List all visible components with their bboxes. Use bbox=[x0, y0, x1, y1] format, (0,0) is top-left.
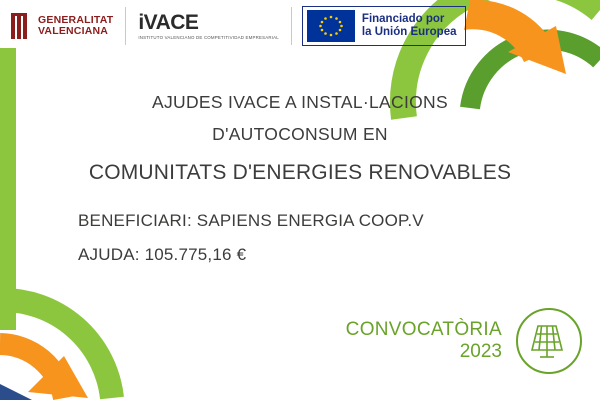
ivace-wordmark: iVACE bbox=[138, 10, 199, 34]
eu-funding-logo bbox=[302, 6, 466, 46]
gva-line2: VALENCIANA bbox=[38, 25, 109, 37]
logo-strip bbox=[0, 0, 600, 52]
convocatoria-year: 2023 bbox=[459, 341, 502, 362]
solar-panel-icon bbox=[516, 308, 582, 374]
convocatoria-label: CONVOCATÒRIA bbox=[345, 318, 502, 340]
headline: COMUNITATS D'ENERGIES RENOVABLES bbox=[88, 161, 512, 184]
subtitle-line-2: D'AUTOCONSUM EN bbox=[212, 124, 388, 144]
eu-flag-icon bbox=[307, 10, 355, 42]
ivace-subtitle: INSTITUTO VALENCIANO DE COMPETITIVIDAD EMPRESARIAL bbox=[138, 34, 279, 40]
eu-line2: la Unión Europea bbox=[361, 26, 457, 38]
ivace-logo bbox=[126, 12, 291, 41]
subtitle-line-1: AJUDES IVACE A INSTAL·LACIONS bbox=[152, 92, 448, 112]
generalitat-valenciana-logo bbox=[10, 11, 125, 41]
convocatoria-block bbox=[346, 319, 502, 364]
gva-line1: GENERALITAT bbox=[38, 13, 114, 26]
logo-divider-2 bbox=[291, 7, 292, 45]
beneficiary-text: BENEFICIARI: SAPIENS ENERGIA COOP.V bbox=[78, 211, 424, 230]
footer bbox=[346, 308, 582, 374]
gva-crest-icon bbox=[10, 11, 32, 41]
eu-line1: Financiado por bbox=[361, 13, 445, 26]
aid-amount-text: AJUDA: 105.775,16 € bbox=[78, 245, 247, 264]
poster-content bbox=[0, 92, 600, 279]
